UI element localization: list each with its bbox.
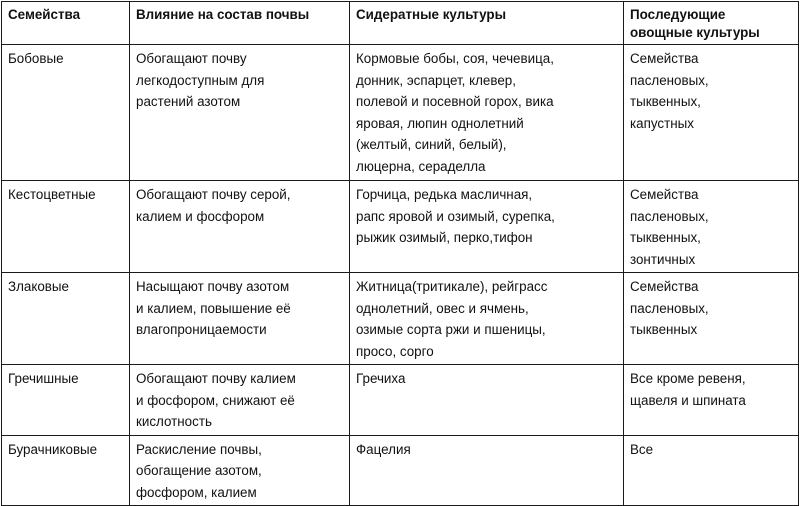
next-crops-cell: Все кроме ревеня, щавеля и шпината [624, 365, 799, 436]
table-row [2, 181, 799, 273]
influence-cell: Насыщают почву азотом и калием, повышение её влагопроницаемости [130, 273, 350, 365]
family-cell: Бурачниковые [2, 435, 130, 506]
header-family: Семейства [2, 2, 130, 45]
next-crops-cell: Семейства пасленовых, тыквенных, капустных [624, 45, 799, 181]
next-crops-cell: Семейства пасленовых, тыквенных [624, 273, 799, 365]
table-row [2, 45, 799, 181]
header-row [2, 2, 799, 45]
header-crops: Сидератные культуры [350, 2, 624, 45]
table-row [2, 435, 799, 506]
family-cell: Злаковые [2, 273, 130, 365]
header-influence: Влияние на состав почвы [130, 2, 350, 45]
crops-cell: Кормовые бобы, соя, чечевица, донник, эспарцет, клевер, полевой и посевной горох, вика яровая, люпин однолетний (желтый, синий, белый), люцерна, сераделла [350, 45, 624, 181]
next-crops-cell: Все [624, 435, 799, 506]
influence-cell: Обогащают почву калием и фосфором, снижают её кислотность [130, 365, 350, 436]
table-row [2, 365, 799, 436]
green-manure-table [1, 1, 799, 506]
table-row [2, 273, 799, 365]
influence-cell: Обогащают почву легкодоступным для растений азотом [130, 45, 350, 181]
crops-cell: Фацелия [350, 435, 624, 506]
family-cell: Гречишные [2, 365, 130, 436]
crops-cell: Гречиха [350, 365, 624, 436]
influence-cell: Обогащают почву серой, калием и фосфором [130, 181, 350, 273]
next-crops-cell: Семейства пасленовых, тыквенных, зонтичных [624, 181, 799, 273]
family-cell: Бобовые [2, 45, 130, 181]
crops-cell: Горчица, редька масличная, рапс яровой и озимый, сурепка, рыжик озимый, перко,тифон [350, 181, 624, 273]
family-cell: Кестоцветные [2, 181, 130, 273]
crops-cell: Житница(тритикале), рейграсс однолетний, овес и ячмень, озимые сорта ржи и пшеницы, просо, сорго [350, 273, 624, 365]
influence-cell: Раскисление почвы, обогащение азотом, фосфором, калием [130, 435, 350, 506]
header-next-crops: Последующие овощные культуры [624, 2, 799, 45]
